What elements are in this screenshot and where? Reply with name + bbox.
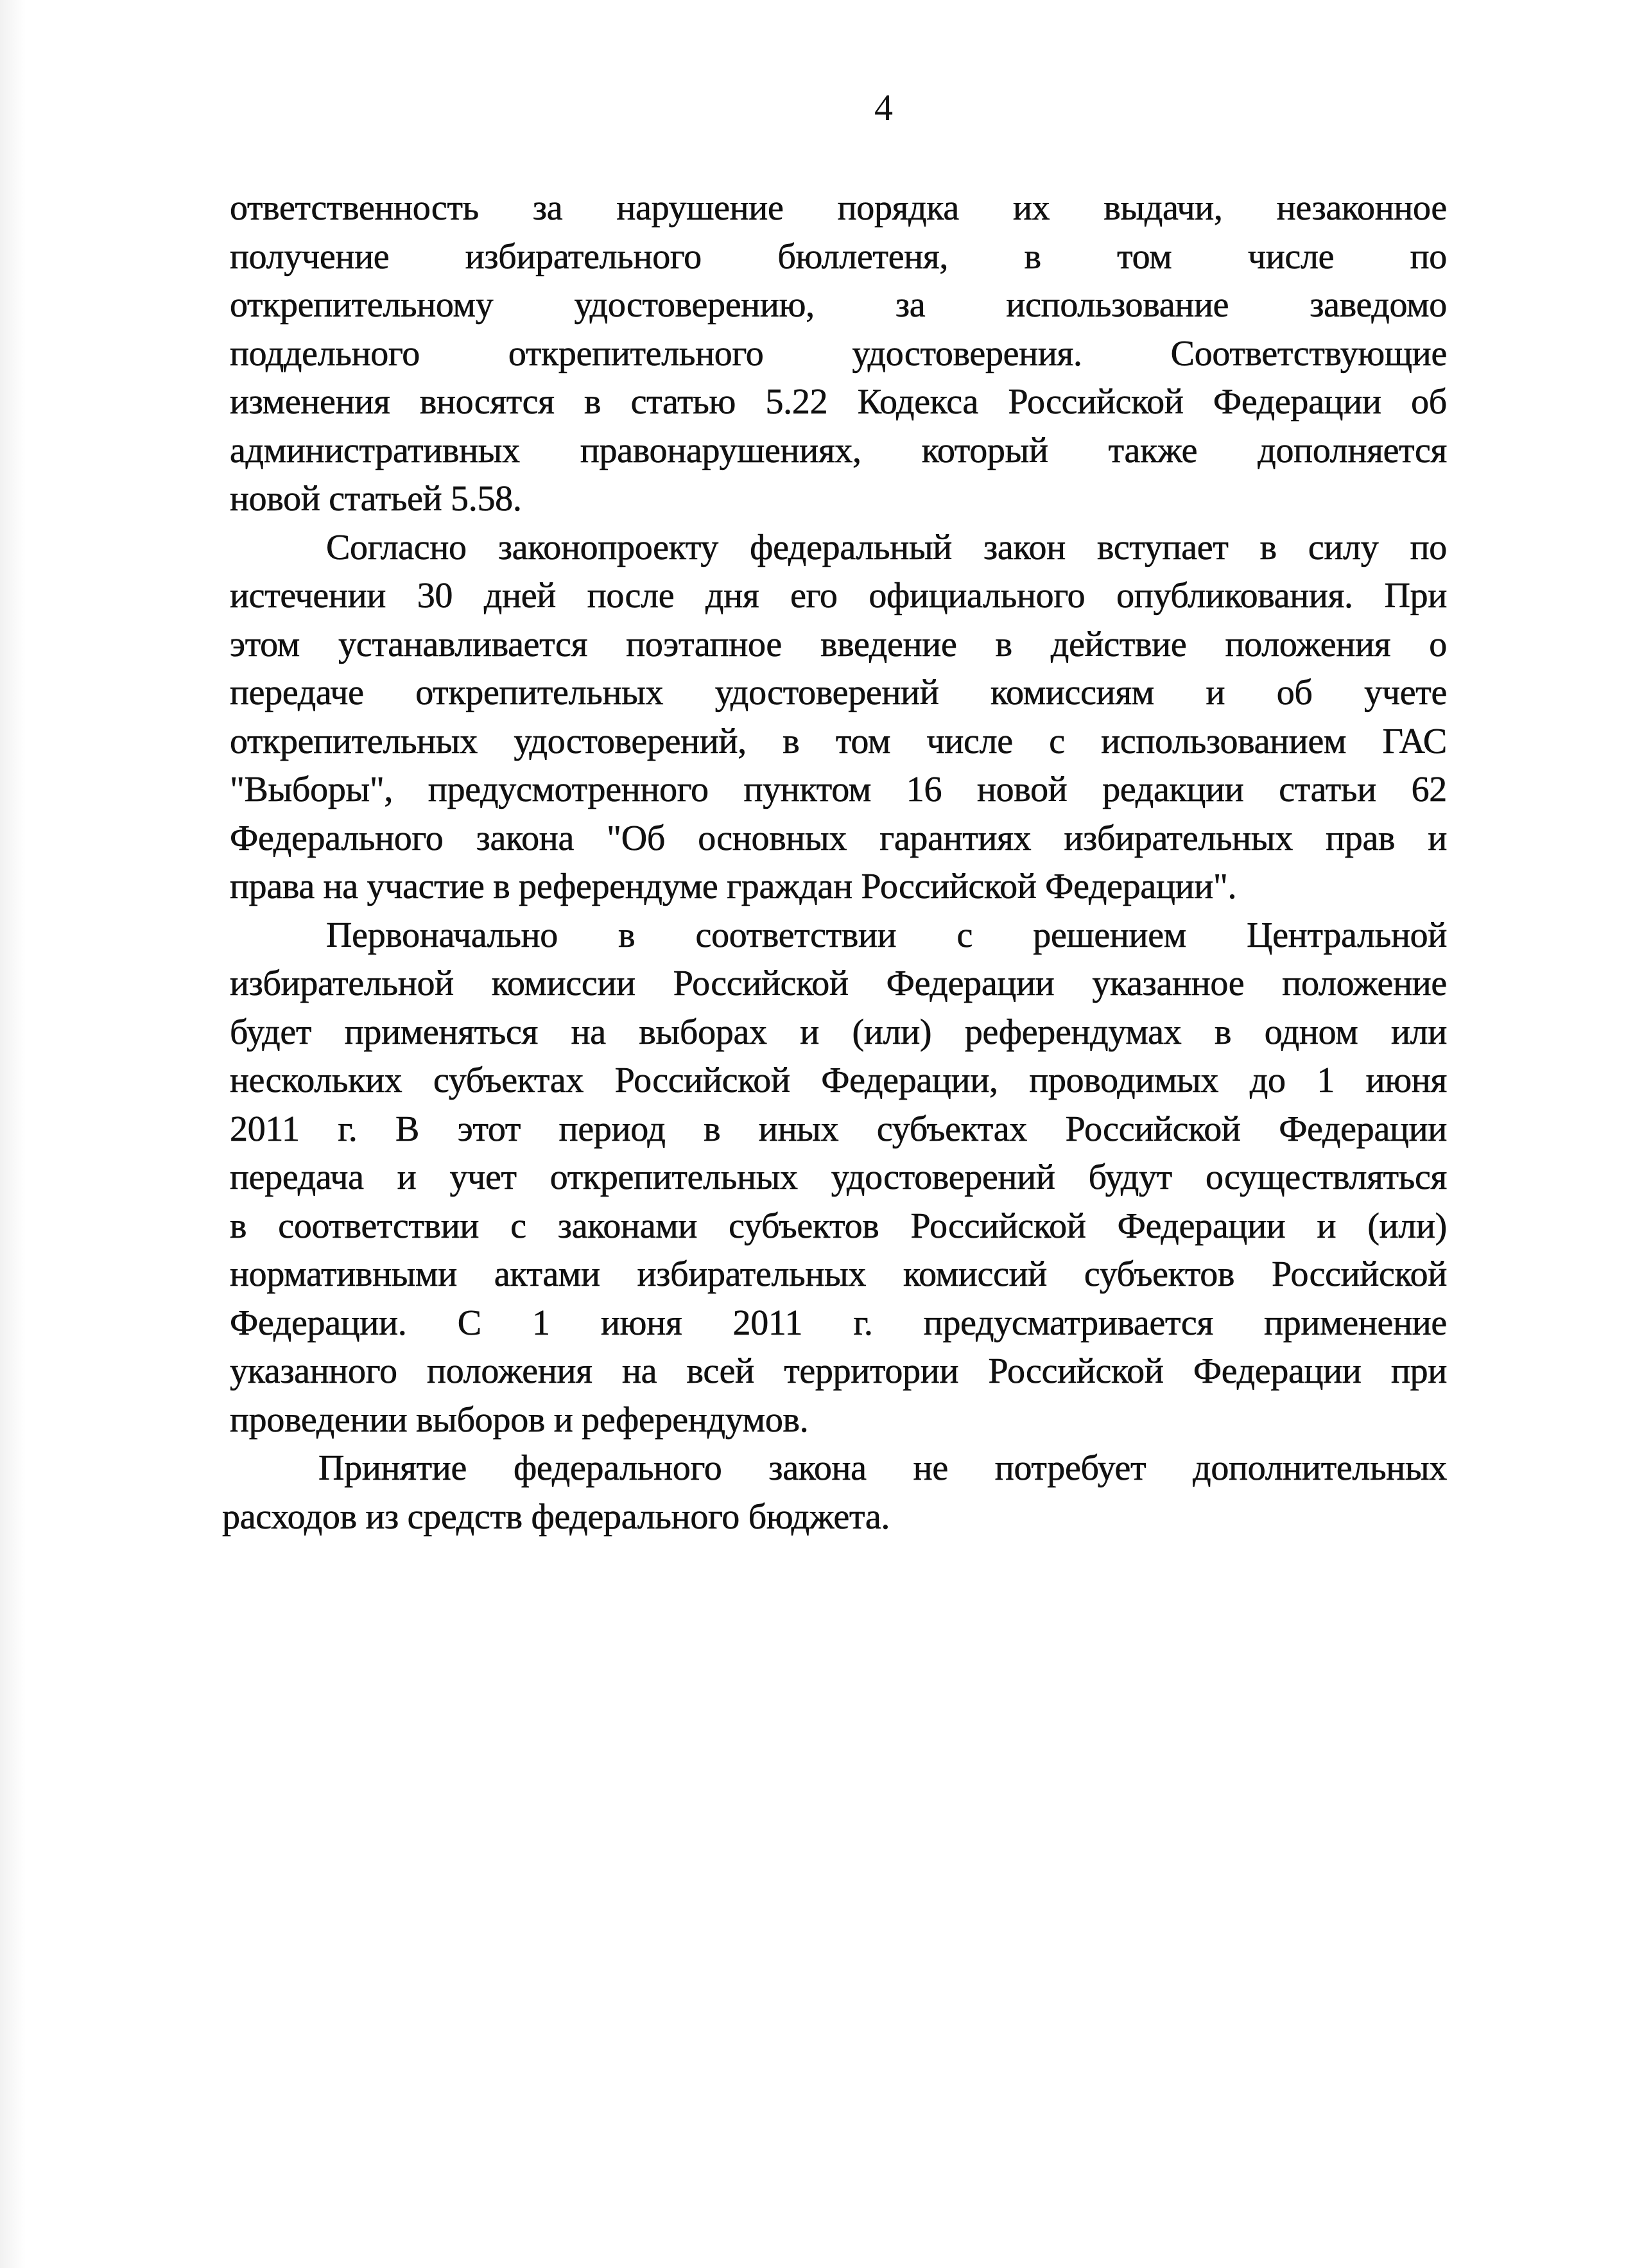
text-line: Согласно законопроекту федеральный закон вступает в силу по	[326, 527, 1447, 567]
paragraph	[230, 912, 1447, 1445]
text-line: открепительному удостоверению, за использование заведомо	[230, 285, 1447, 325]
text-line: будет применяться на выборах и (или) референдумах в одном или	[230, 1012, 1447, 1052]
scan-edge-shadow	[0, 0, 26, 2268]
text-line: административных правонарушениях, который также дополняется	[230, 430, 1447, 471]
text-line: в соответствии с законами субъектов Российской Федерации и (или)	[230, 1206, 1447, 1246]
text-line: нескольких субъектах Российской Федерации, проводимых до 1 июня	[230, 1060, 1447, 1100]
text-line: Первоначально в соответствии с решением Центральной	[326, 915, 1447, 955]
text-line: Принятие федерального закона не потребует дополнительных	[318, 1448, 1447, 1488]
text-line: ответственность за нарушение порядка их выдачи, незаконное	[230, 188, 1447, 228]
text-line: нормативными актами избирательных комиссий субъектов Российской	[230, 1254, 1447, 1294]
text-line: передаче открепительных удостоверений комиссиям и об учете	[230, 673, 1447, 713]
text-line: указанного положения на всей территории Российской Федерации при	[230, 1351, 1447, 1391]
text-line: открепительных удостоверений, в том числе с использованием ГАС	[230, 721, 1447, 761]
document-body	[222, 184, 1447, 1541]
text-line: избирательной комиссии Российской Федерации указанное положение	[230, 964, 1447, 1003]
text-line: Федерального закона "Об основных гарантиях избирательных прав и	[230, 818, 1447, 858]
text-line: права на участие в референдуме граждан Российской Федерации".	[230, 867, 1237, 906]
text-line: расходов из средств федерального бюджета.	[222, 1496, 890, 1537]
text-line: поддельного открепительного удостоверения. Соответствующие	[230, 333, 1447, 374]
text-line: новой статьей 5.58.	[230, 479, 522, 519]
text-line: истечении 30 дней после дня его официального опубликования. При	[230, 576, 1447, 616]
text-line: проведении выборов и референдумов.	[230, 1399, 809, 1440]
text-line: 2011 г. В этот период в иных субъектах Российской Федерации	[230, 1109, 1447, 1149]
text-line: передача и учет открепительных удостоверений будут осуществляться	[230, 1157, 1447, 1197]
text-line: этом устанавливается поэтапное введение в действие положения о	[230, 624, 1447, 664]
paragraph	[222, 1444, 1447, 1541]
paragraph	[230, 524, 1447, 912]
text-line: получение избирательного бюллетеня, в том числе по	[230, 236, 1447, 277]
text-line: изменения вносятся в статью 5.22 Кодекса Российской Федерации об	[230, 382, 1447, 422]
page-number: 4	[874, 87, 893, 128]
text-line: Федерации. С 1 июня 2011 г. предусматривается применение	[230, 1303, 1447, 1343]
paragraph	[230, 184, 1447, 524]
text-line: "Выборы", предусмотренного пунктом 16 новой редакции статьи 62	[230, 770, 1447, 809]
